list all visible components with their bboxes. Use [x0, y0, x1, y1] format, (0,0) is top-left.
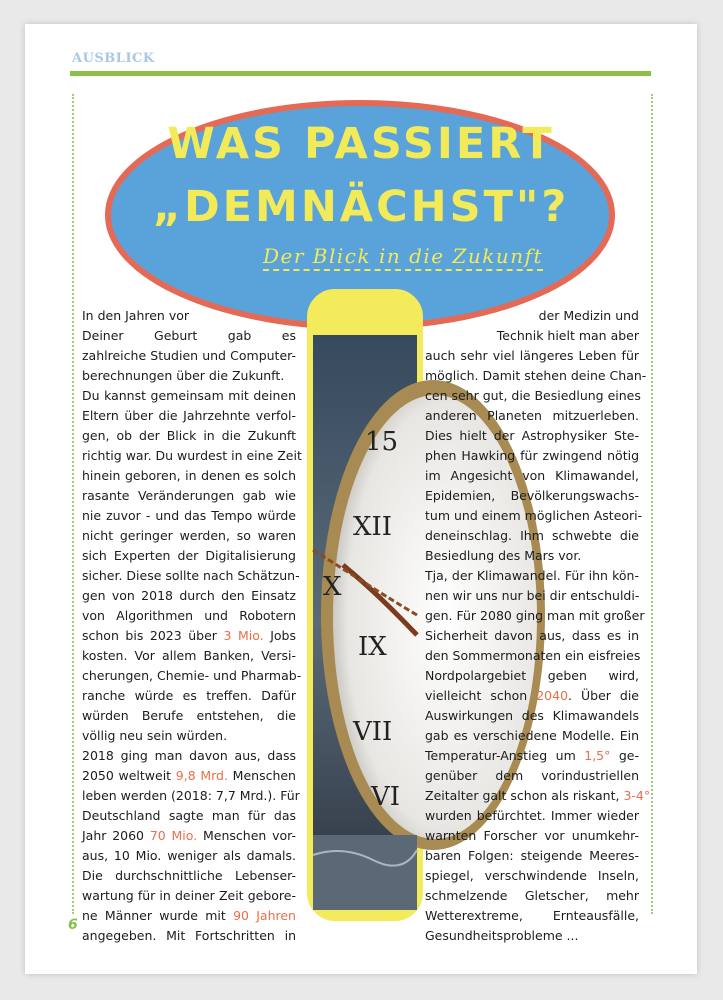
text-line: Epidemien, Bevölkerungswachs-: [425, 488, 639, 503]
text-line: nicht geringer werden, so waren: [82, 528, 296, 543]
text-line: der Medizin und: [538, 308, 639, 323]
pocket-watch-photo: [307, 289, 423, 921]
svg-text:VII: VII: [353, 717, 393, 747]
text-line: den Sommermonaten ein eisfreies: [425, 648, 641, 663]
text-line: Zeitalter galt schon als riskant, 3-4°: [425, 788, 651, 803]
text-line: wurden befürchtet. Immer wieder: [425, 808, 639, 823]
text-line: aus, 10 Mio. weniger als damals.: [82, 848, 296, 863]
text-line: auch sehr viel längeres Leben für: [425, 348, 639, 363]
text-line: wartung für in deiner Zeit gebore-: [82, 888, 296, 903]
text-line: warnten Forscher vor unumkehr-: [425, 828, 639, 843]
text-line: deneinschlag. Ihm schwebte die: [425, 528, 639, 543]
text-line: Eltern über die Jahrzehnte verfol-: [82, 408, 296, 423]
text-line: anderen Planeten mitzuerleben.: [425, 408, 639, 423]
text-line: ne Männer wurde mit 90 Jahren: [82, 908, 296, 923]
text-line: Wetterextreme, Ernteausfälle,: [425, 908, 639, 923]
text-line: Dies hielt der Astrophysiker Ste-: [425, 428, 639, 443]
text-line: phen Hawking für zwingend nötig: [425, 448, 639, 463]
text-line: schmelzende Gletscher, mehr: [425, 888, 639, 903]
text-line: rasante Veränderungen gab wie: [82, 488, 296, 503]
text-line: Sicherheit davon aus, dass es in: [425, 628, 639, 643]
highlighted-number: 2040: [536, 688, 569, 703]
text-line: Du kannst gemeinsam mit deinen: [82, 388, 296, 403]
highlighted-number: 70 Mio.: [149, 828, 198, 843]
text-line: gen. Für 2080 ging man mit großer: [425, 608, 645, 623]
highlighted-number: 3 Mio.: [223, 628, 264, 643]
right-text-column: [425, 306, 651, 946]
text-line: Jahr 2060 70 Mio. Menschen vor-: [82, 828, 296, 843]
svg-text:XII: XII: [353, 512, 393, 542]
text-line: nie zuvor - und das Tempo würde: [82, 508, 296, 523]
pocket-watch-illustration: [313, 335, 417, 910]
highlighted-number: 90 Jahren: [233, 908, 296, 923]
text-line: schon bis 2023 über 3 Mio. Jobs: [82, 628, 296, 643]
highlighted-number: 3-4°: [623, 788, 651, 803]
text-line: cen sehr gut, die Besiedlung eines: [425, 388, 641, 403]
text-line: von Algorithmen und Robotern: [82, 608, 296, 623]
text-line: zahlreiche Studien und Computer-: [82, 348, 296, 363]
text-line: ranche würde es treffen. Dafür: [82, 688, 296, 703]
text-line: berechnungen über die Zukunft.: [82, 368, 285, 383]
headline-line-2: „DEMNÄCHST"?: [152, 182, 570, 232]
text-line: leben werden (2018: 7,7 Mrd.). Für: [82, 788, 300, 803]
text-line: 2018 ging man davon aus, dass: [82, 748, 296, 763]
text-line: gen von 2018 durch den Einsatz: [82, 588, 296, 603]
text-line: genüber dem vorindustriellen: [425, 768, 639, 783]
svg-text:X: X: [323, 572, 342, 602]
text-line: würden Berufe entstehen, die: [82, 708, 296, 723]
text-line: hinein geboren, in denen es solch: [82, 468, 296, 483]
text-line: gab es verschiedene Modelle. Ein: [425, 728, 639, 743]
text-line: baren Folgen: steigende Meeres-: [425, 848, 639, 863]
headline-line-1: WAS PASSIERT: [167, 119, 555, 169]
text-line: Gesundheitsprobleme ...: [425, 928, 579, 943]
header-rule: [70, 71, 651, 76]
text-line: sich Experten der Digitalisierung: [82, 548, 296, 563]
text-line: vielleicht schon 2040. Über die: [425, 688, 639, 703]
text-line: Nordpolargebiet geben wird,: [425, 668, 639, 683]
text-line: richtig war. Du wurdest in eine Zeit: [82, 448, 302, 463]
text-line: Tja, der Klimawandel. Für ihn kön-: [425, 568, 639, 583]
text-line: In den Jahren vor: [82, 308, 190, 323]
text-line: 2050 weltweit 9,8 Mrd. Menschen: [82, 768, 296, 783]
text-line: Auswirkungen des Klimawandels: [425, 708, 639, 723]
magazine-page: [25, 24, 697, 974]
text-line: völlig neu sein würden.: [82, 728, 228, 743]
svg-text:15: 15: [365, 427, 399, 457]
highlighted-number: 9,8 Mrd.: [175, 768, 228, 783]
text-line: sicher. Diese sollte nach Schätzun-: [82, 568, 300, 583]
text-line: Deiner Geburt gab es: [82, 328, 296, 343]
text-line: spiegel, verschwindende Inseln,: [425, 868, 639, 883]
highlighted-number: 1,5°: [584, 748, 611, 763]
text-line: Technik hielt man aber: [496, 328, 639, 343]
svg-text:IX: IX: [358, 632, 387, 662]
text-line: kosten. Vor allem Banken, Versi-: [82, 648, 296, 663]
text-line: nen wir uns nur bei dir entschuldi-: [425, 588, 640, 603]
text-line: Deutschland sagte man für das: [82, 808, 296, 823]
text-line: angegeben. Mit Fortschritten in: [82, 928, 296, 943]
subtitle: Der Blick in die Zukunft: [263, 244, 543, 271]
left-text-column: [82, 306, 302, 946]
text-line: gen, ob der Blick in die Zukunft: [82, 428, 296, 443]
text-line: Temperatur-Anstieg um 1,5° ge-: [425, 748, 640, 763]
text-line: Die durchschnittliche Lebenser-: [82, 868, 296, 883]
page-number: 6: [68, 917, 78, 933]
text-line: im Angesicht von Klimawandel,: [425, 468, 639, 483]
section-label: AUSBLICK: [72, 51, 155, 66]
text-line: Besiedlung des Mars vor.: [425, 548, 582, 563]
text-line: cherungen, Chemie- und Pharmab-: [82, 668, 302, 683]
svg-text:VI: VI: [371, 782, 401, 812]
text-line: möglich. Damit stehen deine Chan-: [425, 368, 647, 383]
text-line: tum und einem möglichen Asteori-: [425, 508, 643, 523]
